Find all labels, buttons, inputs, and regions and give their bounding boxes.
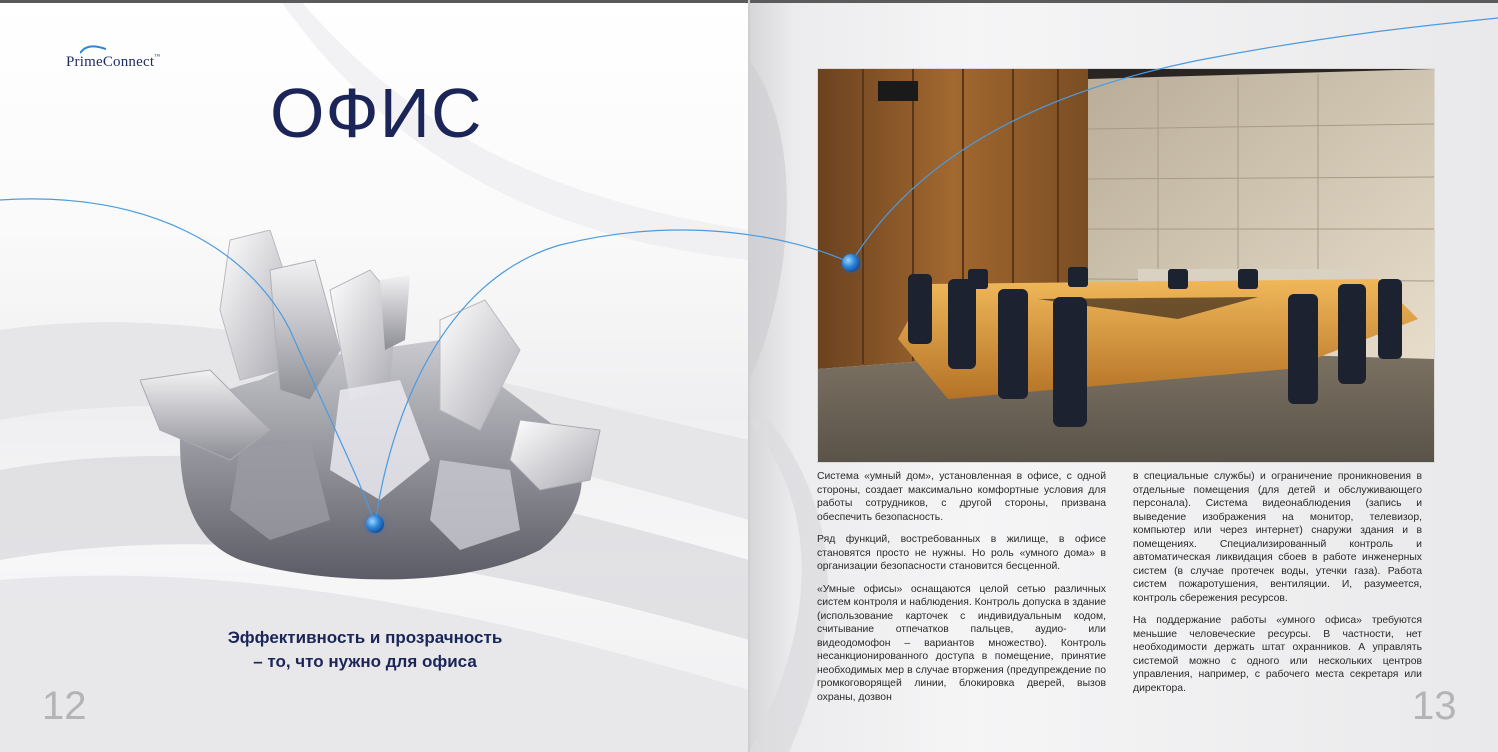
gutter [748, 0, 750, 752]
page-number-left: 12 [42, 684, 87, 728]
paragraph: Ряд функций, востребованных в жилище, в офисе становятся просто не нужны. Но роль «умного дома» в организации безопасности становится бесценной. [817, 534, 1106, 572]
brand-trademark: ™ [154, 54, 161, 60]
paragraph: в специальные службы) и ограничение проникновения в отдельные помещения (для детей и обслуживающего персонала). Система видеонаблюдения (запись и выведение изображения на монитор, телевизор, компьютер или через интернет) снаружи здания и в помещениях. Специализированный контроль и автоматическая ликвидация сбоев в работе инженерных систем (в случае протечек воды, утечки газа). Работа систем пожаротушения, вентиляции. И, разумеется, контроль сбережения ресурсов. [1133, 471, 1422, 604]
tagline [200, 626, 530, 674]
tagline-line-2: – то, что нужно для офиса [253, 652, 477, 671]
paragraph: Система «умный дом», установленная в офисе, с одной стороны, создает максимально комфортные условия для работы сотрудников, с другой стороны, призвана обеспечить безопасность. [817, 471, 1106, 523]
connection-node-icon [366, 515, 384, 533]
brand-name: PrimeConnect [66, 54, 155, 70]
paragraph: «Умные офисы» оснащаются целой сетью различных систем контроля и наблюдения. Контроль допуска в здание (использование карточек с индивидуальным кодом, считывание отпечатков пальцев, аудио- или видеодомофон – вариантов множество). Контроль несанкционированного доступа в помещение, принятие необходимых мер в случае вторжения (предупреждение по громкоговорящей линии, блокировка дверей, вызов охраны, дозвон [817, 583, 1106, 703]
brand-logo [66, 54, 160, 71]
body-column-1 [817, 470, 1106, 713]
logo-wave-icon [80, 45, 106, 54]
conference-room-photo [817, 68, 1435, 463]
crystal-image [140, 230, 610, 590]
paragraph: На поддержание работы «умного офиса» требуются меньшие человеческие ресурсы. В частности, нет необходимости держать штат охранников. А управлять системой можно с одного или нескольких центров управления, например, с рабочего места секретаря или директора. [1133, 615, 1422, 694]
page-number-right: 13 [1412, 684, 1457, 728]
tagline-line-1: Эффективность и прозрачность [227, 628, 503, 647]
connection-node-icon [842, 254, 860, 272]
body-column-2 [1133, 470, 1422, 704]
page-title: ОФИС [270, 74, 483, 152]
